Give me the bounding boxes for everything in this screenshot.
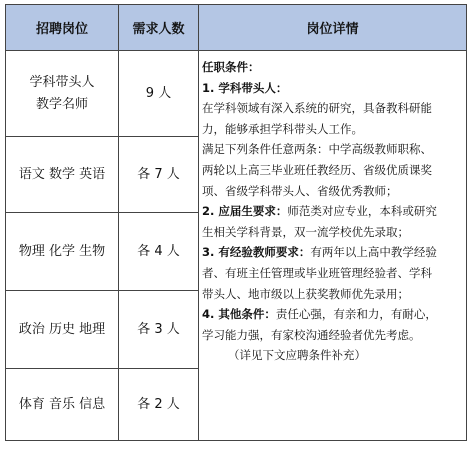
details-note: （详见下文应聘条件补充） <box>228 348 366 363</box>
details-text: 项、省级学科带头人、省级优秀教师； <box>202 183 398 198</box>
count-cell: 各 2 人 <box>119 368 199 440</box>
position-cell-leaders <box>6 51 119 136</box>
details-text: 在学科领域有深入系统的研究，具备教科研能 <box>202 101 432 116</box>
count-cell: 各 3 人 <box>119 290 199 368</box>
details-title: 任职条件： <box>202 60 260 74</box>
section-heading: 3. 有经验教师要求： <box>202 245 311 260</box>
position-label: 教学名师 <box>35 96 88 112</box>
details-line <box>202 304 464 325</box>
section-heading: 4. 其他条件： <box>202 307 276 322</box>
details-text: 生相关学科背景，双一流学校优先录取； <box>202 224 409 239</box>
section-heading: 2. 应届生要求： <box>202 204 288 219</box>
recruitment-table <box>5 4 467 441</box>
details-text: 师范类对应专业，本科或研究 <box>287 204 437 219</box>
details-line <box>202 201 464 222</box>
position-cell: 政治 历史 地理 <box>6 290 119 368</box>
section-heading: 1. 学科带头人： <box>202 80 288 95</box>
details-text: 者、有班主任管理或毕业班管理经验者、学科 <box>202 265 432 280</box>
details-line <box>202 242 464 263</box>
details-text: 带头人、地市级以上获奖教师优先录用； <box>202 286 409 301</box>
details-text: 力，能够承担学科带头人工作。 <box>202 121 363 136</box>
position-label: 学科带头人 <box>29 74 95 90</box>
header-position: 招聘岗位 <box>6 5 119 51</box>
header-details: 岗位详情 <box>199 5 466 51</box>
header-count: 需求人数 <box>119 5 199 51</box>
count-cell: 各 7 人 <box>119 136 199 212</box>
position-cell: 语文 数学 英语 <box>6 136 119 212</box>
details-text: 责任心强，有亲和力，有耐心， <box>275 307 437 322</box>
details-text: 学习能力强，有家校沟通经验者优先考虑。 <box>202 327 421 342</box>
position-cell: 体育 音乐 信息 <box>6 368 119 440</box>
details-text: 两轮以上高三毕业班任教经历、省级优质课奖 <box>202 162 432 177</box>
details-text: 满足下列条件任意两条：中学高级教师职称、 <box>202 142 432 157</box>
count-cell: 各 4 人 <box>119 212 199 290</box>
count-cell: 9 人 <box>119 51 199 136</box>
job-details-cell <box>199 51 466 440</box>
details-text: 有两年以上高中教学经验 <box>310 245 437 260</box>
position-cell: 物理 化学 生物 <box>6 212 119 290</box>
